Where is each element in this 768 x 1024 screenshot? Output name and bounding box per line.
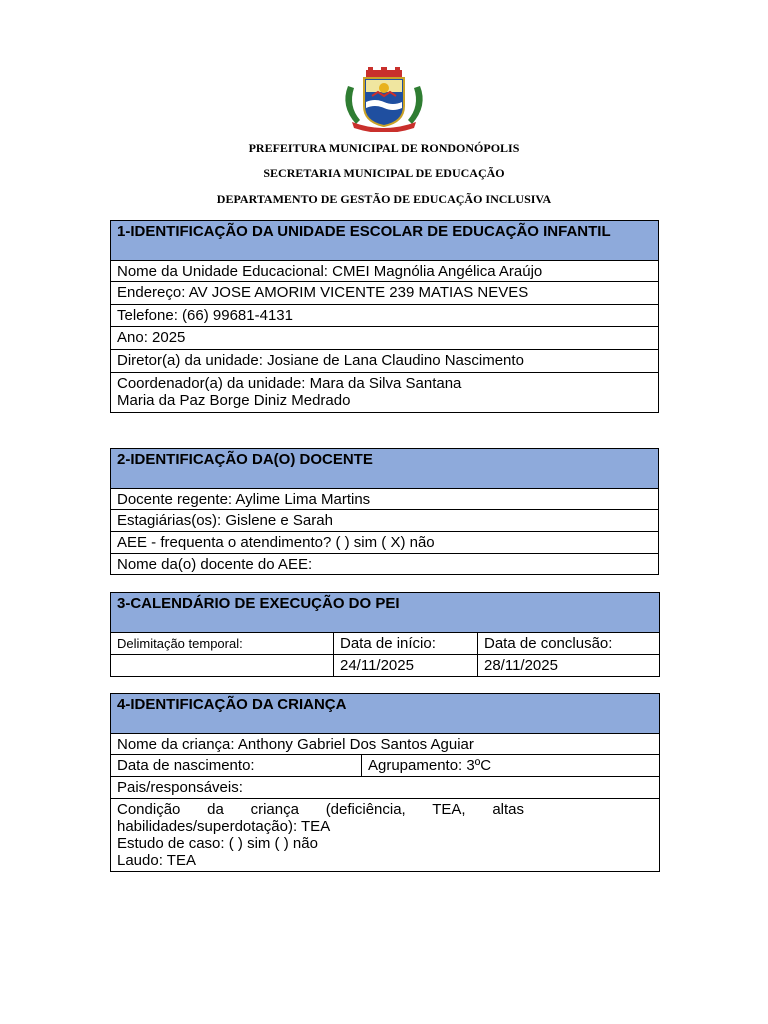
section-4-title: 4-IDENTIFICAÇÃO DA CRIANÇA [111,694,660,734]
municipal-crest-icon [338,66,430,132]
coordenador-field [111,373,659,413]
coordenador-line-2: Maria da Paz Borge Diniz Medrado [117,392,351,409]
section-3-table [110,592,660,677]
telefone-field: Telefone: (66) 99681-4131 [111,305,659,327]
estudo-caso-field: Estudo de caso: ( ) sim ( ) não [117,835,318,852]
condicao-line-2: habilidades/superdotação): TEA [117,818,331,835]
nome-crianca-field: Nome da criança: Anthony Gabriel Dos Santos Aguiar [111,734,660,755]
diretor-field: Diretor(a) da unidade: Josiane de Lana Claudino Nascimento [111,350,659,373]
section-1-table [110,220,659,413]
section-4-table [110,693,660,872]
section-3-title: 3-CALENDÁRIO DE EXECUÇÃO DO PEI [111,593,660,633]
estagiarias-field: Estagiárias(os): Gislene e Sarah [111,510,659,532]
pais-field: Pais/responsáveis: [111,777,660,799]
data-inicio-label: Data de início: [334,633,478,655]
delimitacao-value [111,655,334,677]
laudo-field: Laudo: TEA [117,852,196,869]
section-1-title: 1-IDENTIFICAÇÃO DA UNIDADE ESCOLAR DE EDUCAÇÃO INFANTIL [111,221,659,261]
aee-field: AEE - frequenta o atendimento? ( ) sim ( X) não [111,532,659,554]
delimitacao-label: Delimitação temporal: [111,633,334,655]
header-departamento: DEPARTAMENTO DE GESTÃO DE EDUCAÇÃO INCLUSIVA [216,192,552,206]
condicao-block [111,799,660,872]
unidade-field: Nome da Unidade Educacional: CMEI Magnólia Angélica Araújo [111,261,659,282]
header-prefeitura: PREFEITURA MUNICIPAL DE RONDONÓPOLIS [248,141,520,155]
endereco-field: Endereço: AV JOSE AMORIM VICENTE 239 MATIAS NEVES [111,282,659,305]
data-inicio-value: 24/11/2025 [334,655,478,677]
ano-field: Ano: 2025 [111,327,659,350]
data-conclusao-label: Data de conclusão: [478,633,660,655]
docente-field: Docente regente: Aylime Lima Martins [111,489,659,510]
coordenador-line-1: Coordenador(a) da unidade: Mara da Silva Santana [117,375,462,392]
data-nascimento-field: Data de nascimento: [111,755,362,777]
section-2-table [110,448,659,575]
header-secretaria: SECRETARIA MUNICIPAL DE EDUCAÇÃO [263,166,505,180]
data-conclusao-value: 28/11/2025 [478,655,660,677]
agrupamento-field: Agrupamento: 3ºC [362,755,660,777]
section-2-title: 2-IDENTIFICAÇÃO DA(O) DOCENTE [111,449,659,489]
condicao-line-1: Condição da criança (deficiência, TEA, altas [117,801,524,818]
docente-aee-field: Nome da(o) docente do AEE: [111,554,659,575]
